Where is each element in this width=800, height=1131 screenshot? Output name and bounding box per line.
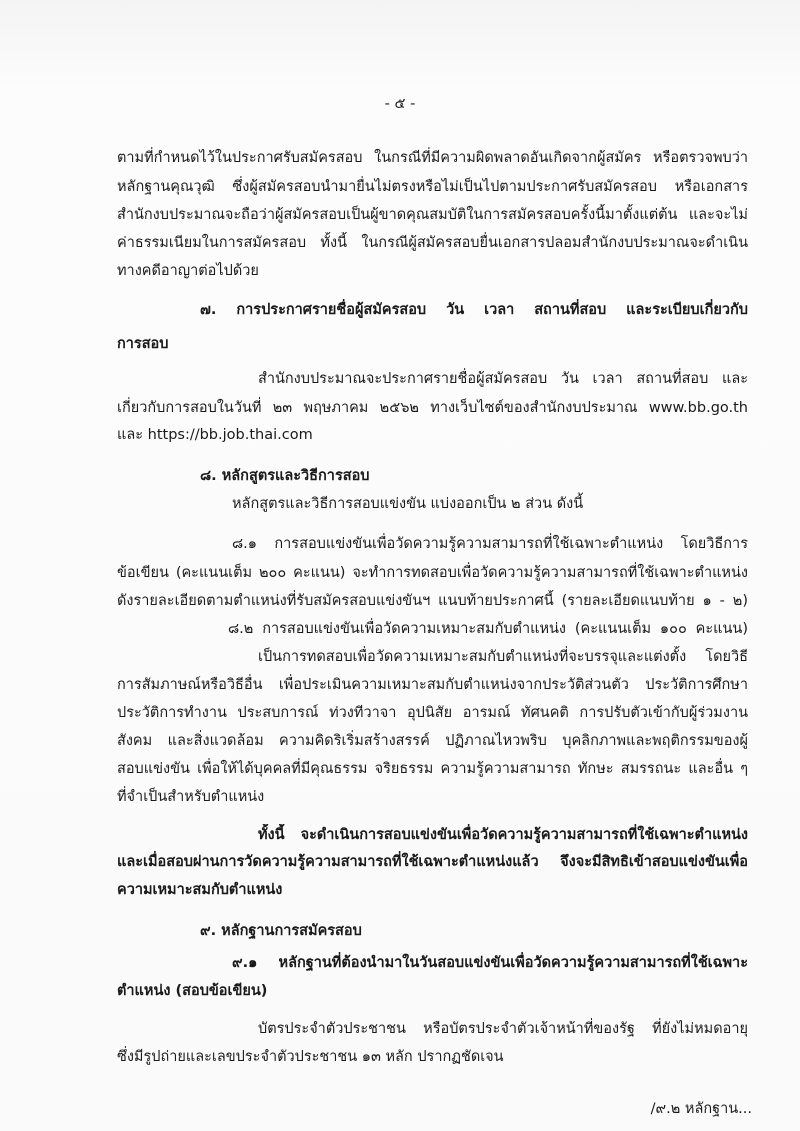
text-line: สำนักงบประมาณจะประกาศรายชื่อผู้สมัครสอบ วัน เวลา สถานที่สอบ และ — [258, 371, 748, 387]
text-line: ๘.๒ การสอบแข่งขันเพื่อวัดความเหมาะสมกับตำแหน่ง (คะแนนเต็ม ๑๐๐ คะแนน) — [228, 621, 748, 637]
heading-line: ๙.๑ หลักฐานที่ต้องนำมาในวันสอบแข่งขันเพื่อวัดความรู้ความสามารถที่ใช้เฉพาะ — [232, 955, 748, 971]
text-line: ตามที่กำหนดไว้ในประกาศรับสมัครสอบ ในกรณีที่มีความผิดพลาดอันเกิดจากผู้สมัคร หรือตรวจพบว่า — [117, 150, 748, 166]
heading-line: ทั้งนี้ จะดำเนินการสอบแข่งขันเพื่อวัดความรู้ความสามารถที่ใช้เฉพาะตำแหน่ง — [258, 827, 748, 843]
text-line: ดังรายละเอียดตามตำแหน่งที่รับสมัครสอบแข่งขันฯ แนบท้ายประกาศนี้ (รายละเอียดแนบท้าย ๑ - ๒) — [117, 593, 748, 609]
text-line: เป็นการทดสอบเพื่อวัดความเหมาะสมกับตำแหน่งที่จะบรรจุและแต่งตั้ง โดยวิธี — [258, 649, 748, 665]
heading-line: ๘. หลักสูตรและวิธีการสอบ — [200, 468, 370, 484]
heading-line: การสอบ — [117, 336, 169, 352]
heading-line: ๗. การประกาศรายชื่อผู้สมัครสอบ วัน เวลา สถานที่สอบ และระเบียบเกี่ยวกับ — [200, 302, 748, 318]
text-line: ที่จำเป็นสำหรับตำแหน่ง — [117, 789, 265, 805]
text-line: การสัมภาษณ์หรือวิธีอื่น เพื่อประเมินความเหมาะสมกับตำแหน่งจากประวัติส่วนตัว ประวัติการศึกษา — [117, 677, 748, 693]
text-line: บัตรประจำตัวประชาชน หรือบัตรประจำตัวเจ้าหน้าที่ของรัฐ ที่ยังไม่หมดอายุ — [258, 1021, 748, 1037]
text-line: สังคม และสิ่งแวดล้อม ความคิดริเริ่มสร้างสรรค์ ปฏิภาณไหวพริบ บุคลิกภาพและพฤติกรรมของผู้ — [117, 733, 748, 749]
text-line: ซึ่งมีรูปถ่ายและเลขประจำตัวประชาชน ๑๓ หลัก ปรากฏชัดเจน — [117, 1049, 504, 1065]
text-line: สำนักงบประมาณจะถือว่าผู้สมัครสอบเป็นผู้ขาดคุณสมบัติในการสมัครสอบครั้งนี้มาตั้งแต่ต้น และจะไม่ — [117, 207, 748, 223]
heading-line: ตำแหน่ง (สอบข้อเขียน) — [117, 983, 268, 999]
heading-line: ๙. หลักฐานการสมัครสอบ — [200, 923, 362, 939]
text-line: หลักฐานคุณวุฒิ ซึ่งผู้สมัครสอบนำมายื่นไม่ตรงหรือไม่เป็นไปตามประกาศรับสมัครสอบ หรือเอกสาร — [117, 179, 748, 195]
text-line: ประวัติการทำงาน ประสบการณ์ ท่วงทีวาจา อุปนิสัย อารมณ์ ทัศนคติ การปรับตัวเข้ากับผู้ร่วมงาน — [117, 705, 748, 721]
text-line: ข้อเขียน (คะแนนเต็ม ๒๐๐ คะแนน) จะทำการทดสอบเพื่อวัดความรู้ความสามารถที่ใช้เฉพาะตำแหน่ง — [117, 565, 748, 581]
text-line: หลักสูตรและวิธีการสอบแข่งขัน แบ่งออกเป็น ๒ ส่วน ดังนี้ — [232, 496, 584, 512]
text-line: สอบแข่งขัน เพื่อให้ได้บุคคลที่มีคุณธรรม จริยธรรม ความรู้ความสามารถ ทักษะ สมรรถนะ และอื่น ๆ — [117, 761, 748, 777]
continuation-marker: /๙.๒ หลักฐาน... — [650, 1101, 752, 1117]
text-line: เกี่ยวกับการสอบในวันที่ ๒๓ พฤษภาคม ๒๕๖๒ ทางเว็บไซต์ของสำนักงบประมาณ www.bb.go.th — [117, 400, 748, 416]
heading-line: ความเหมาะสมกับตำแหน่ง — [117, 882, 283, 898]
text-line: ค่าธรรมเนียมในการสมัครสอบ ทั้งนี้ ในกรณีผู้สมัครสอบยื่นเอกสารปลอมสำนักงบประมาณจะดำเนิน — [117, 235, 748, 251]
text-line: และ https://bb.job.thai.com — [117, 427, 313, 443]
page-number: - ๕ - — [384, 96, 416, 112]
text-line: ๘.๑ การสอบแข่งขันเพื่อวัดความรู้ความสามารถที่ใช้เฉพาะตำแหน่ง โดยวิธีการ — [232, 536, 748, 552]
text-line: ทางคดีอาญาต่อไปด้วย — [117, 263, 259, 279]
heading-line: และเมื่อสอบผ่านการวัดความรู้ความสามารถที่ใช้เฉพาะตำแหน่งแล้ว จึงจะมีสิทธิเข้าสอบแข่งขันเพื่อ — [117, 854, 748, 870]
